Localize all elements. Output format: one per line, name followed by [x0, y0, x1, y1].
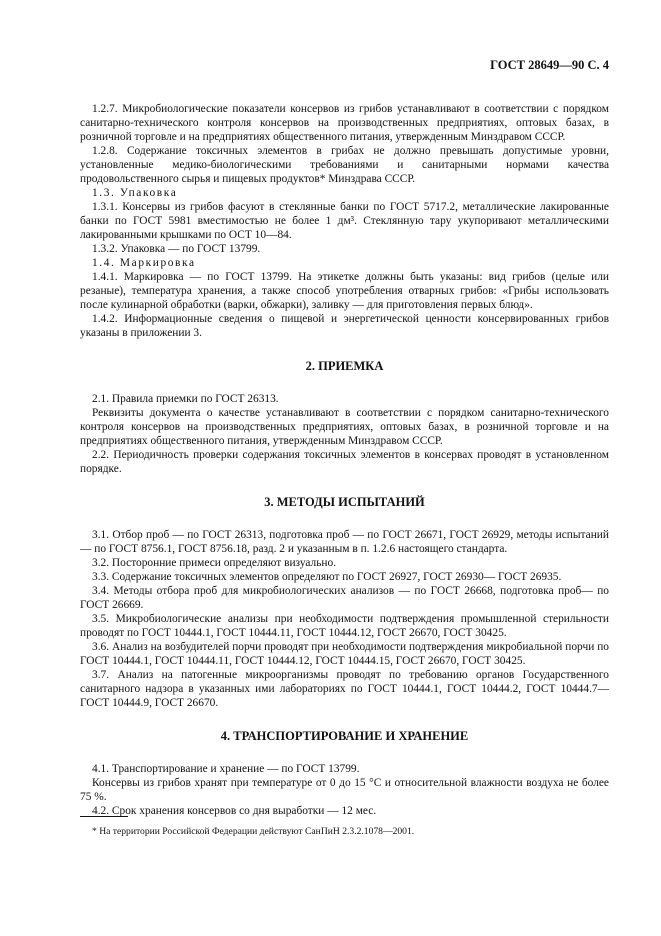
- paragraph-3-7: 3.7. Анализ на патогенные микроорганизмы проводят по требованию органов Государственного санитарного надзора в указанных ими лабораториях по ГОСТ 10444.1, ГОСТ 10444.2, ГОСТ 10444.7—ГОСТ 10444.9, ГОСТ 26670.: [80, 669, 609, 709]
- paragraph-3-3: 3.3. Содержание токсичных элементов определяют по ГОСТ 26927, ГОСТ 26930— ГОСТ 26935.: [92, 571, 562, 583]
- paragraph-1-4-2: 1.4.2. Информационные сведения о пищевой и энергетической ценности консервированных грибов указаны в приложении 3.: [80, 313, 609, 339]
- paragraph-2-1: 2.1. Правила приемки по ГОСТ 26313.: [92, 393, 279, 405]
- paragraph-3-2: 3.2. Посторонние примеси определяют визуально.: [92, 557, 337, 569]
- paragraph-3-4: 3.4. Методы отбора проб для микробиологических анализов — по ГОСТ 26668, подготовка проб— по ГОСТ 26669.: [80, 585, 609, 611]
- paragraph-3-6: 3.6. Анализ на возбудителей порчи проводят при необходимости подтверждения микробиальной порчи по ГОСТ 10444.1, ГОСТ 10444.11, ГОСТ 10444.12, ГОСТ 10444.15, ГОСТ 26670, ГОСТ 30425.: [80, 641, 609, 667]
- paragraph-2-2: 2.2. Периодичность проверки содержания токсичных элементов в консервах проводят в установленном порядке.: [80, 449, 609, 475]
- paragraph-1-4-1: 1.4.1. Маркировка — по ГОСТ 13799. На этикетке должны быть указаны: вид грибов (целые или резаные), температура хранения, а также способ употребления отварных грибов: «Грибы использовать после кулинарной обработки (варки, обжарки), заливку — для приготовления первых блюд».: [80, 271, 609, 311]
- paragraph-4-1: 4.1. Транспортирование и хранение — по ГОСТ 13799.: [92, 763, 360, 775]
- section-4-title: 4. ТРАНСПОРТИРОВАНИЕ И ХРАНЕНИЕ: [220, 729, 469, 743]
- paragraph-1-2-8: 1.2.8. Содержание токсичных элементов в грибах не должно превышать допустимые уровни, установленные медико-биологическими требованиями и санитарными нормами качества продовольственного сырья и пищевых продуктов* Минздрава СССР.: [80, 145, 609, 185]
- subheading-marking: 1.4. Маркировка: [92, 257, 196, 269]
- paragraph-3-1: 3.1. Отбор проб — по ГОСТ 26313, подготовка проб — по ГОСТ 26671, ГОСТ 26929, методы испытаний — по ГОСТ 8756.1, ГОСТ 8756.18, разд. 2 и указанным в п. 1.2.6 настоящего стандарта.: [80, 529, 609, 555]
- footnote-divider: [80, 816, 128, 817]
- paragraph-1-3-2: 1.3.2. Упаковка — по ГОСТ 13799.: [92, 243, 261, 255]
- section-3-title: 3. МЕТОДЫ ИСПЫТАНИЙ: [264, 495, 425, 509]
- paragraph-1-3-1: 1.3.1. Консервы из грибов фасуют в стеклянные банки по ГОСТ 5717.2, металлические лакированные банки по ГОСТ 5981 вместимостью не более 1 дм³. Стеклянную тару укупоривают металлическими лакированными крышками по ОСТ 10—84.: [80, 201, 609, 241]
- paragraph-2-1-details: Реквизиты документа о качестве устанавливают в соответствии с порядком санитарно-технического контроля консервов на производственных предприятиях, оптовых базах, в розничной торговле и на предприятиях общественного питания, утвержденным Минздравом СССР.: [80, 407, 609, 447]
- paragraph-4-1-storage: Консервы из грибов хранят при температуре от 0 до 15 °С и относительной влажности воздуха не более 75 %.: [80, 777, 609, 803]
- paragraph-4-2: 4.2. Срок хранения консервов со дня выработки — 12 мес.: [92, 805, 377, 817]
- page-header: ГОСТ 28649—90 С. 4: [490, 58, 609, 72]
- paragraph-3-5: 3.5. Микробиологические анализы при необходимости подтверждения промышленной стерильности проводят по ГОСТ 10444.1, ГОСТ 10444.11, ГОСТ 10444.12, ГОСТ 26670, ГОСТ 30425.: [80, 613, 609, 639]
- subheading-packaging: 1.3. Упаковка: [92, 187, 178, 199]
- footnote: * На территории Российской Федерации действуют СанПиН 2.3.2.1078—2001.: [92, 826, 415, 837]
- section-2-title: 2. ПРИЕМКА: [305, 359, 384, 373]
- document-body: [80, 102, 609, 818]
- paragraph-1-2-7: 1.2.7. Микробиологические показатели консервов из грибов устанавливают в соответствии с порядком санитарно-технического контроля консервов на производственных предприятиях, оптовых базах, в розничной торговле и на предприятиях общественного питания, утвержденным Минздравом СССР.: [80, 103, 609, 143]
